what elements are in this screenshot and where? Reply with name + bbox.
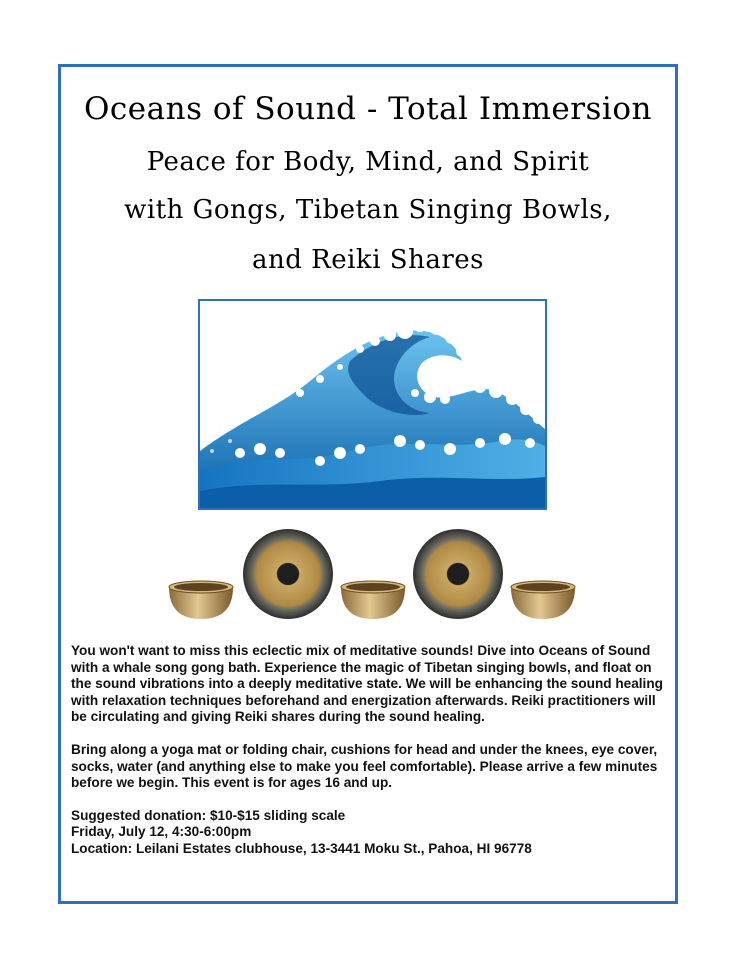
gong-icon (413, 529, 503, 619)
flyer-title: Oceans of Sound - Total Immersion (84, 91, 652, 127)
bring-along-paragraph: Bring along a yoga mat or folding chair, cushions for head and under the knees, eye cover, socks, water (and anything else to make you feel comfortable). Please arrive a few minutes before we begin. This event is for ages 16 and up. (71, 741, 658, 791)
subtitle-line-1: Peace for Body, Mind, and Spirit (146, 147, 590, 177)
donation-line: Suggested donation: $10-$15 sliding scale (71, 807, 346, 823)
description-paragraph: You won't want to miss this eclectic mix of meditative sounds! Dive into Oceans of Sound with a whale song gong bath. Experience the magic of Tibetan singing bowls, and float on the sound vibrations into a deeply meditative state. We will be enhancing the sound healing with relaxation techniques beforehand and energization afterwards. Reiki practitioners will be circulating and giving Reiki shares during the sound healing. (71, 643, 663, 725)
singing-bowl-icon (341, 581, 405, 619)
singing-bowl-icon (511, 581, 575, 619)
location-line: Location: Leilani Estates clubhouse, 13-3441 Moku St., Pahoa, HI 96778 (71, 840, 532, 856)
flyer-frame (58, 64, 678, 904)
flyer-body (71, 643, 671, 858)
singing-bowl-icon (169, 581, 233, 619)
gong-icon (243, 529, 333, 619)
date-time-line: Friday, July 12, 4:30-6:00pm (71, 824, 252, 840)
subtitle-line-3: and Reiki Shares (252, 245, 484, 275)
ocean-wave-illustration (200, 301, 545, 508)
subtitle-line-2: with Gongs, Tibetan Singing Bowls, (124, 195, 612, 225)
ocean-wave-image (198, 299, 547, 510)
instrument-row (161, 529, 581, 629)
